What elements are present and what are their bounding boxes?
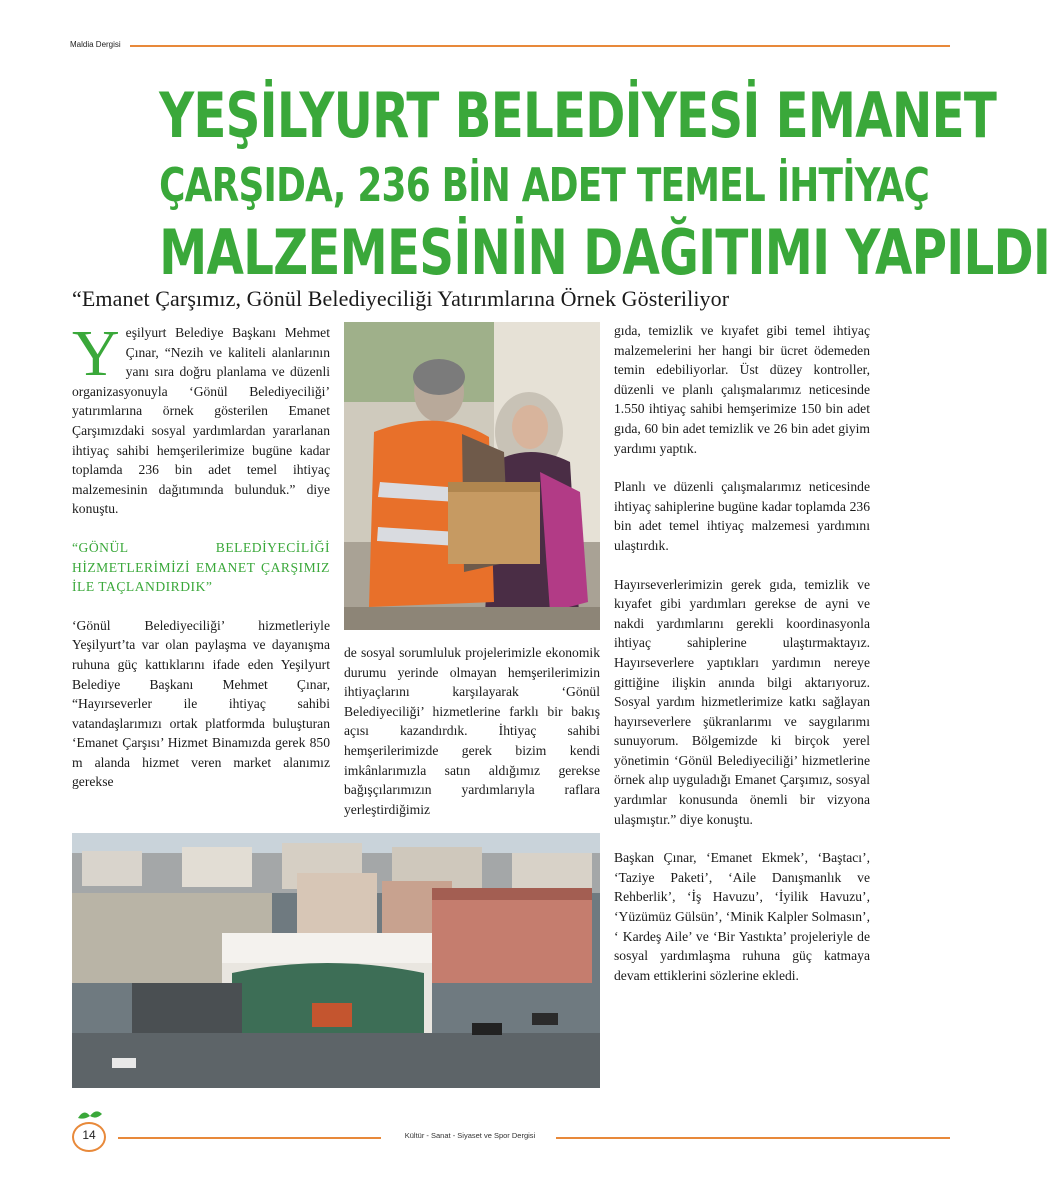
headline-line-1: YEŞİLYURT BELEDİYESİ EMANET: [159, 79, 997, 152]
headline-line-3: MALZEMESİNİN DAĞITIMI YAPILDI: [159, 216, 1050, 289]
footer-rule-left: [118, 1137, 381, 1139]
article-column-1: [72, 317, 330, 811]
headline-line-2: ÇARŞIDA, 236 BİN ADET TEMEL İHTİYAÇ: [159, 158, 930, 212]
article-paragraph: Planlı ve düzenli çalışmalarımız neticesinde ihtiyaç sahiplerine bugüne kadar toplamda 236 bin adet temel ihtiyaç malzemesi yardımını ulaştırdık.: [614, 479, 870, 553]
magazine-name: Maldia Dergisi: [70, 40, 121, 49]
aerial-building-photo: [72, 833, 600, 1088]
article-subtitle: “Emanet Çarşımız, Gönül Belediyeciliği Yatırımlarına Örnek Gösteriliyor: [72, 286, 730, 311]
footer-rule-right: [556, 1137, 950, 1139]
article-paragraph: [72, 317, 330, 519]
paragraph-text: eşilyurt Belediye Başkanı Mehmet Çınar, “Nezih ve kaliteli alanlarının yanı sıra doğru planlama ve düzenli organizasyonuyla ‘Gönül Belediyeciliği’ yatırımlarına örnek gösterilen Emanet Çarşımızdaki sosyal yardımlardan yararlanan ihtiyaç sahibi hemşerilerimize bugüne kadar toplamda 236 bin adet temel ihtiyaç malzemesinin dağıtımında bulunduk.” diye konuştu.: [72, 325, 330, 517]
article-paragraph: ‘Gönül Belediyeciliği’ hizmetleriyle Yeşilyurt’ta var olan paylaşma ve dayanışma ruhuna güç kattıklarını ifade eden Yeşilyurt Belediye Başkanı Mehmet Çınar, “Hayırseverler ile ihtiyaç sahibi vatandaşlarımızı ortak platformda buluşturan ‘Emanet Çarşısı’ Hizmet Binamızda gerek 850 m alanda hizmet veren market alanımız gerekse: [72, 617, 330, 790]
header-rule: [130, 45, 950, 47]
article-column-3: [614, 321, 870, 1004]
aid-distribution-photo: [344, 322, 600, 630]
article-paragraph: Başkan Çınar, ‘Emanet Ekmek’, ‘Baştacı’, ‘Taziye Paketi’, ‘Aile Danışmanlık ve Rehberlik’, ‘İş Havuzu’, ‘İyilik Havuzu’, ‘Yüzümüz Gülsün’, ‘Minik Kalpler Solmasın’, ‘ Kardeş Aile’ ve ‘Bir Yastıkta’ projeleriyle de sosyal yardımlaşma ruhuna güç katmaya devam ettiklerini sözlerine ekledi.: [614, 850, 870, 983]
article-paragraph: gıda, temizlik ve kıyafet gibi temel ihtiyaç malzemelerini her hangi bir ücret ödemeden temin edebiliyorlar. Üst düzey kontroller, düzenli ve planlı çalışmalarımız neticesinde 1.550 ihtiyaç sahibi hemşerimize 150 bin adet gıda, 60 bin adet temizlik ve 26 bin adet giyim yardımı yaptık.: [614, 323, 870, 456]
article-paragraph: Hayırseverlerimizin gerek gıda, temizlik ve kıyafet gibi yardımları gerekse de ayni ve nakdi yardımlarını gerekli koordinasyonla ihtiyaç sahiplerine ulaştırmaktayız. Hayırseverlere yaptıkları yardımın nereye gittiğine ilişkin anında bilgi aktarıyoruz. Sosyal yardım hizmetlerimize katkı sağlayan hayırseverlere şükranlarımı ve saygılarımı sunuyorum. Bölgemizde ki birçok yerel yönetimin ‘Gönül Belediyeciliği’ hizmetlerine örnek alıp uyguladığı Emanet Çarşımız, sosyal yardımlar konusunda önemli bir vizyona ulaşmıştır.” diye konuştu.: [614, 576, 870, 827]
article-paragraph: de sosyal sorumluluk projelerimizle ekonomik durumu yerinde olmayan hemşerilerimizin ihtiyaçlarını karşılayarak ‘Gönül Belediyeciliği’ hizmetlerine farklı bir bakış açısı kazandırdık. İhtiyaç sahibi hemşerilerimizde gerek bizim kendi imkânlarımızla satın aldığımız gerekse bağışçılarımızın yardımlarıyla raflara yerleştirdiğimiz: [344, 645, 600, 817]
footer-tagline: Kültür - Sanat - Siyaset ve Spor Dergisi: [404, 1131, 536, 1140]
section-heading: “GÖNÜL BELEDİYECİLİĞİ HİZMETLERİMİZİ EMANET ÇARŞIMIZ İLE TAÇLANDIRDIK”: [72, 539, 330, 595]
article-column-2: [344, 643, 600, 838]
drop-cap: Y: [72, 317, 120, 390]
page-number: 14: [82, 1128, 96, 1142]
